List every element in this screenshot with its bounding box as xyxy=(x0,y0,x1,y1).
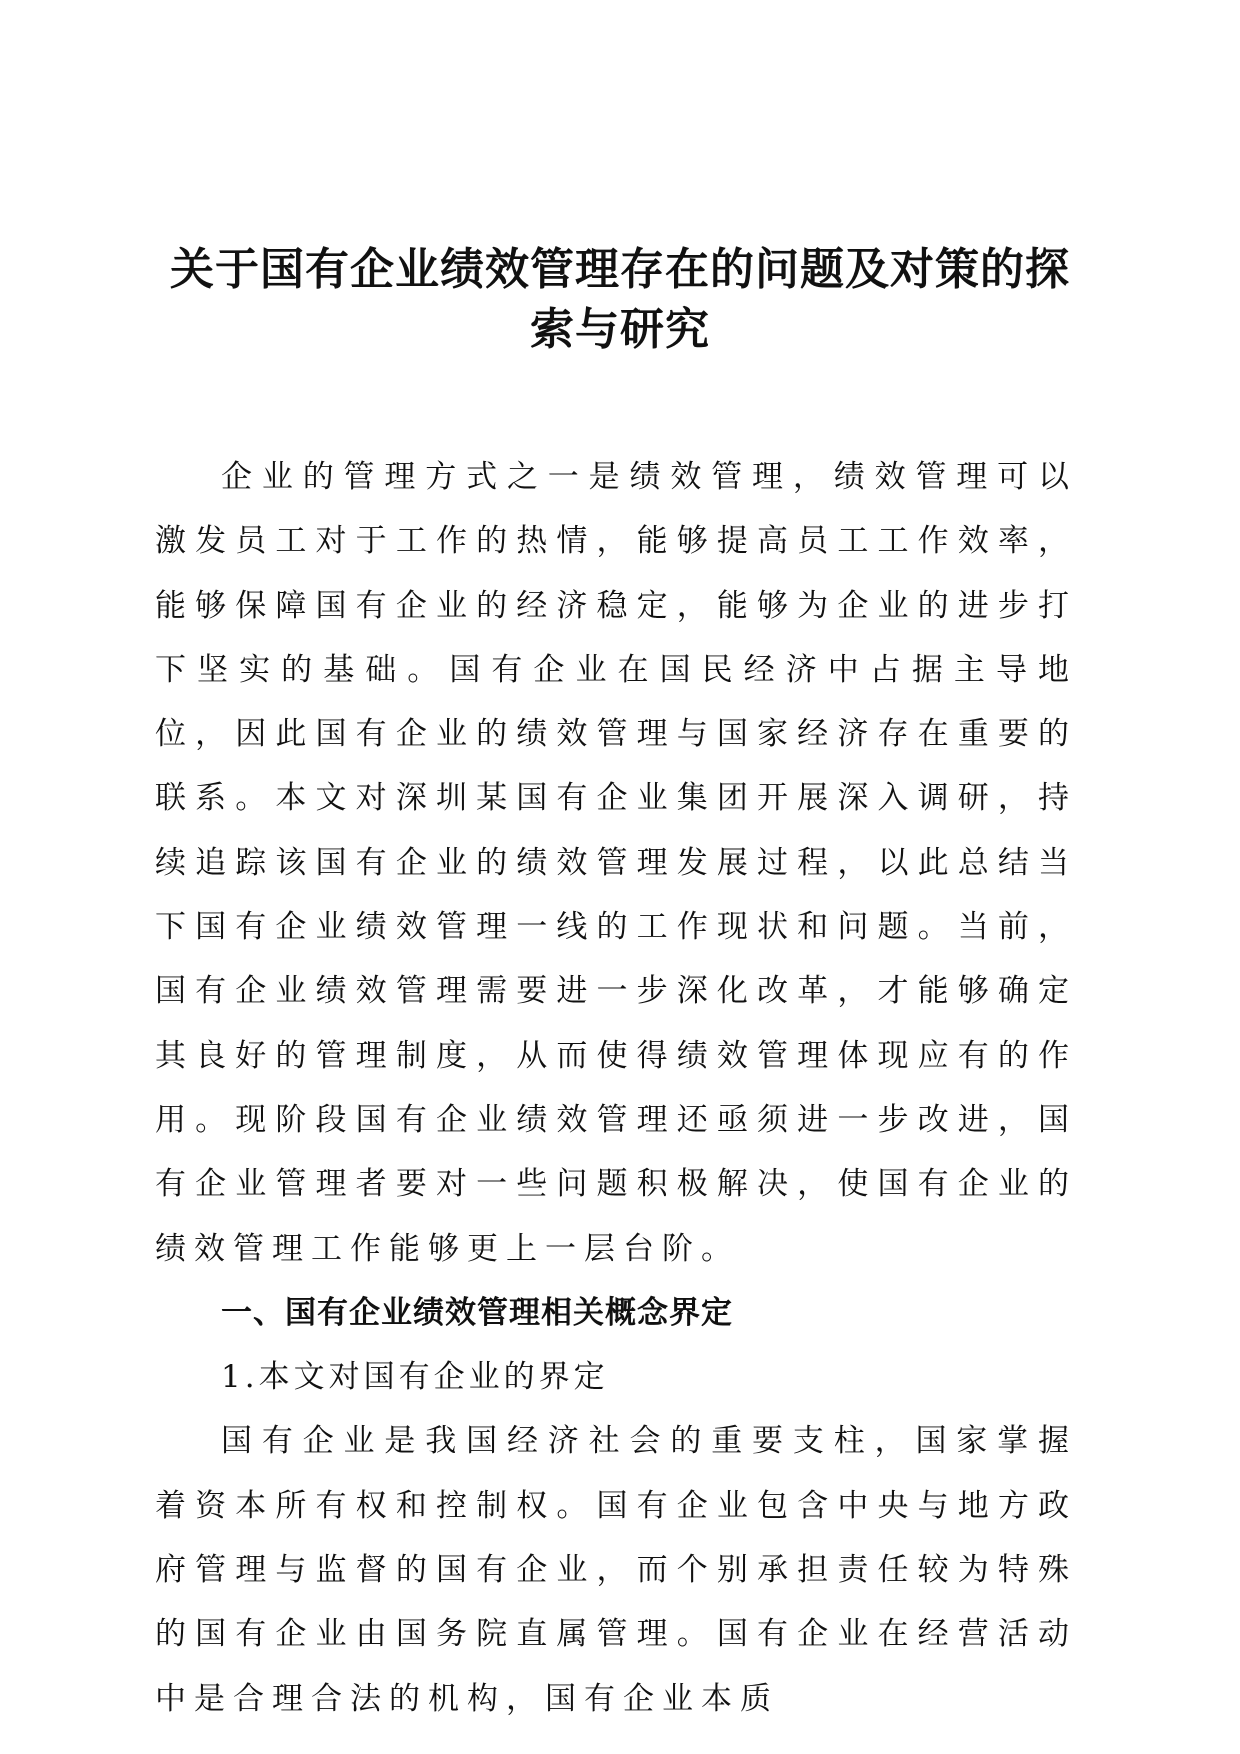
subsection-heading: 1.本文对国有企业的界定 xyxy=(221,1359,609,1396)
section-heading: 一、国有企业绩效管理相关概念界定 xyxy=(221,1294,733,1331)
intro-paragraph: 企业的管理方式之一是绩效管理，绩效管理可以激发员工对于工作的热情，能够提高员工工作效率，能够保障国有企业的经济稳定，能够为企业的进步打下坚实的基础。国有企业在国民经济中占据主导地位，因此国有企业的绩效管理与国家经济存在重要的联系。本文对深圳某国有企业集团开展深入调研，持续追踪该国有企业的绩效管理发展过程，以此总结当下国有企业绩效管理一线的工作现状和问题。当前，国有企业绩效管理需要进一步深化改革，才能够确定其良好的管理制度，从而使得绩效管理体现应有的作用。现阶段国有企业绩效管理还亟须进一步改进，国有企业管理者要对一些问题积极解决，使国有企业的绩效管理工作能够更上一层台阶。 xyxy=(155,459,1077,1267)
document-body xyxy=(155,445,1077,1731)
document-title: 关于国有企业绩效管理存在的问题及对策的探索与研究 xyxy=(170,244,1070,355)
subsection-paragraph: 国有企业是我国经济社会的重要支柱，国家掌握着资本所有权和控制权。国有企业包含中央与地方政府管理与监督的国有企业，而个别承担责任较为特殊的国有企业由国务院直属管理。国有企业在经营活动中是合理合法的机构，国有企业本质 xyxy=(155,1423,1077,1717)
